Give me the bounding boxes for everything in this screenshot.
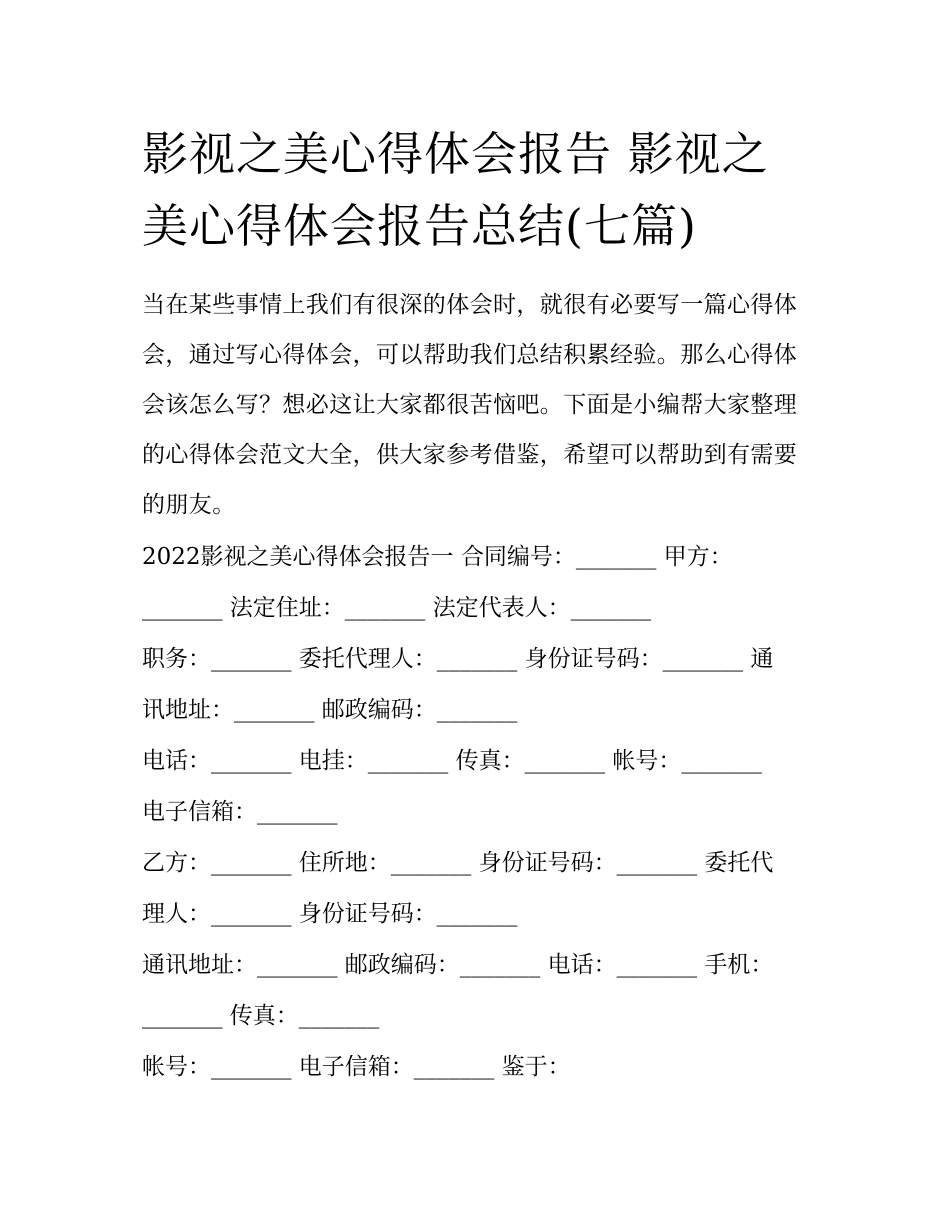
contract-line: 乙方：_______ 住所地：_______ 身份证号码：_______ 委托代 xyxy=(142,850,774,876)
contract-line: _______ 法定住址：_______ 法定代表人：_______ xyxy=(142,595,652,621)
intro-paragraph: 当在某些事情上我们有很深的体会时，就很有必要写一篇心得体会，通过写心得体会，可以帮助我们总结积累经验。那么心得体会该怎么写？想必这让大家都很苦恼吧。下面是小编帮大家整理的心得体会范文大全，供大家参考借鉴，希望可以帮助到有需要的朋友。 xyxy=(142,292,798,518)
contract-line: 帐号：_______ 电子信箱：_______ 鉴于： xyxy=(142,1054,571,1080)
document-page xyxy=(142,118,814,1093)
contract-line: 职务：_______ 委托代理人：_______ 身份证号码：_______ 通 xyxy=(142,646,774,672)
document-title: 影视之美心得体会报告 影视之美心得体会报告总结(七篇) xyxy=(142,127,769,253)
contract-line: 通讯地址：_______ 邮政编码：_______ 电话：_______ 手机： xyxy=(142,952,774,978)
contract-line: 讯地址：_______ 邮政编码：_______ xyxy=(142,697,518,723)
contract-line: _______ 传真：_______ xyxy=(142,1003,380,1029)
contract-line: 电子信箱：_______ xyxy=(142,799,338,825)
contract-line: 2022影视之美心得体会报告一 合同编号：_______ 甲方： xyxy=(142,544,733,570)
contract-line: 理人：_______ 身份证号码：_______ xyxy=(142,901,518,927)
contract-section xyxy=(142,532,814,1093)
contract-line: 电话：_______ 电挂：_______ 传真：_______ 帐号：_______ xyxy=(142,748,762,774)
